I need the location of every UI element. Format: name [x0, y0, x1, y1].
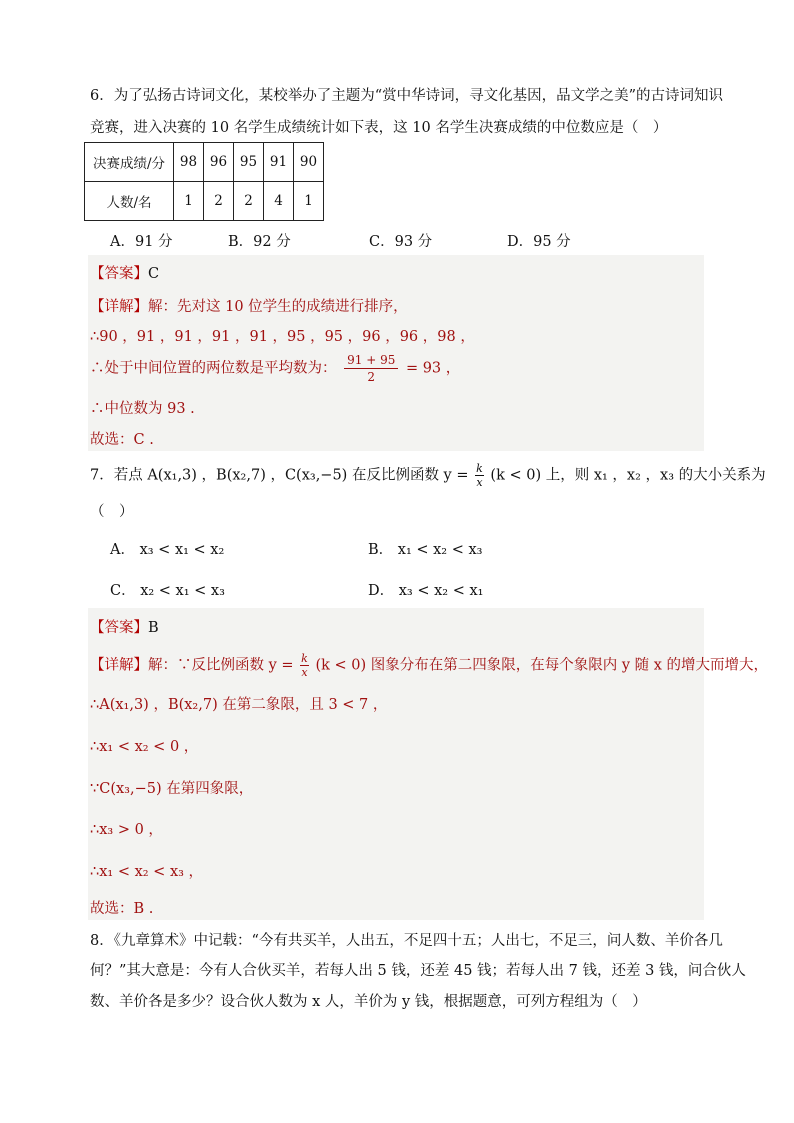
fraction — [475, 462, 484, 489]
q7-option-c: C． x₂ < x₁ < x₃ — [110, 583, 225, 599]
table-cell: 95 — [234, 143, 264, 182]
q6-option-d: D．95 分 — [507, 234, 571, 250]
fraction-numerator: 91 + 95 — [344, 352, 398, 369]
q6-option-b: B．92 分 — [228, 234, 291, 250]
answer-value: B — [148, 620, 159, 636]
detail-label: 【详解】 — [90, 299, 148, 315]
fraction-denominator: x — [476, 476, 483, 489]
score-table — [84, 142, 324, 221]
answer-label: 【答案】 — [90, 266, 148, 282]
fraction — [300, 652, 309, 679]
table-header-cell: 人数/名 — [85, 182, 174, 221]
q7-detail-line5: ∴x₃ > 0 ， — [90, 822, 163, 838]
table-cell: 4 — [264, 182, 294, 221]
detail-text: ∴处于中间位置的两位数是平均数为： — [90, 360, 337, 377]
table-cell: 1 — [294, 182, 324, 221]
fraction-denominator: 2 — [367, 370, 376, 384]
answer-label: 【答案】 — [90, 620, 148, 636]
q7-detail-line3: ∴x₁ < x₂ < 0 ， — [90, 739, 199, 755]
table-header-cell: 决赛成绩/分 — [85, 143, 174, 182]
q7-detail-line2: ∴A(x₁,3) ，B(x₂,7) 在第二象限，且 3 < 7 ， — [90, 697, 388, 713]
detail-text: 解：∵反比例函数 y = — [148, 657, 294, 674]
q6-detail-line4: ∴中位数为 93 . — [90, 401, 195, 417]
table-cell: 90 — [294, 143, 324, 182]
q7-option-d: D． x₃ < x₂ < x₁ — [368, 583, 484, 599]
q6-answer — [90, 262, 159, 283]
table-cell: 2 — [204, 182, 234, 221]
q6-detail-line5: 故选：C . — [90, 432, 154, 448]
q8-stem-line2: 何？”其大意是：今有人合伙买羊，若每人出 5 钱，还差 45 钱；若每人出 7 钱，还差 3 钱，问合伙人 — [90, 963, 746, 979]
q7-answer — [90, 616, 159, 637]
q7-detail-line7: 故选：B . — [90, 901, 154, 917]
q7-stem-text: 7．若点 A(x₁,3) ，B(x₂,7) ，C(x₃,−5) 在反比例函数 y = — [90, 467, 469, 484]
table-row — [85, 182, 324, 221]
q6-stem-line2: 竞赛，进入决赛的 10 名学生成绩统计如下表，这 10 名学生决赛成绩的中位数应是（ ） — [90, 120, 668, 136]
q8-stem-line1: 8．《九章算术》中记载：“今有共买羊，人出五，不足四十五；人出七，不足三，问人数、羊价各几 — [90, 933, 723, 949]
table-cell: 98 — [174, 143, 204, 182]
q6-option-a: A．91 分 — [110, 234, 173, 250]
table-cell: 96 — [204, 143, 234, 182]
detail-text: = 93 ， — [405, 360, 461, 377]
fraction-denominator: x — [301, 666, 308, 679]
table-cell: 2 — [234, 182, 264, 221]
q7-stem-line2: （ ） — [90, 504, 134, 520]
table-cell: 1 — [174, 182, 204, 221]
fraction-numerator: k — [476, 462, 483, 475]
table-cell: 91 — [264, 143, 294, 182]
q7-option-b: B． x₁ < x₂ < x₃ — [368, 542, 483, 558]
fraction — [344, 352, 398, 385]
q7-stem-text: (k < 0) 上，则 x₁ ，x₂ ，x₃ 的大小关系为 — [490, 467, 766, 484]
detail-label: 【详解】 — [90, 657, 148, 674]
q7-detail-line1 — [90, 652, 768, 679]
q7-option-a: A． x₃ < x₁ < x₂ — [110, 542, 225, 558]
answer-value: C — [148, 266, 160, 282]
q6-stem-line1: 6．为了弘扬古诗词文化，某校举办了主题为“赏中华诗词，寻文化基因，品文学之美”的古诗词知识 — [90, 88, 724, 104]
q7-detail-line6: ∴x₁ < x₂ < x₃ ， — [90, 864, 204, 880]
fraction-numerator: k — [301, 652, 308, 665]
q7-stem-line1 — [90, 462, 766, 489]
q6-detail-line1 — [90, 295, 408, 316]
q8-stem-line3: 数、羊价各是多少？设合伙人数为 x 人，羊价为 y 钱，根据题意，可列方程组为（ ） — [90, 994, 647, 1010]
table-row — [85, 143, 324, 182]
q6-detail-line2: ∴90 ，91 ，91 ，91 ，91 ，95 ，95 ，96 ，96 ，98 ， — [90, 329, 475, 345]
detail-text: 解：先对这 10 位学生的成绩进行排序， — [148, 299, 408, 315]
q7-detail-line4: ∵C(x₃,−5) 在第四象限， — [90, 781, 254, 797]
detail-text: (k < 0) 图象分布在第二四象限，在每个象限内 y 随 x 的增大而增大， — [315, 657, 769, 674]
q6-detail-line3 — [90, 352, 460, 385]
q6-option-c: C．93 分 — [369, 234, 433, 250]
